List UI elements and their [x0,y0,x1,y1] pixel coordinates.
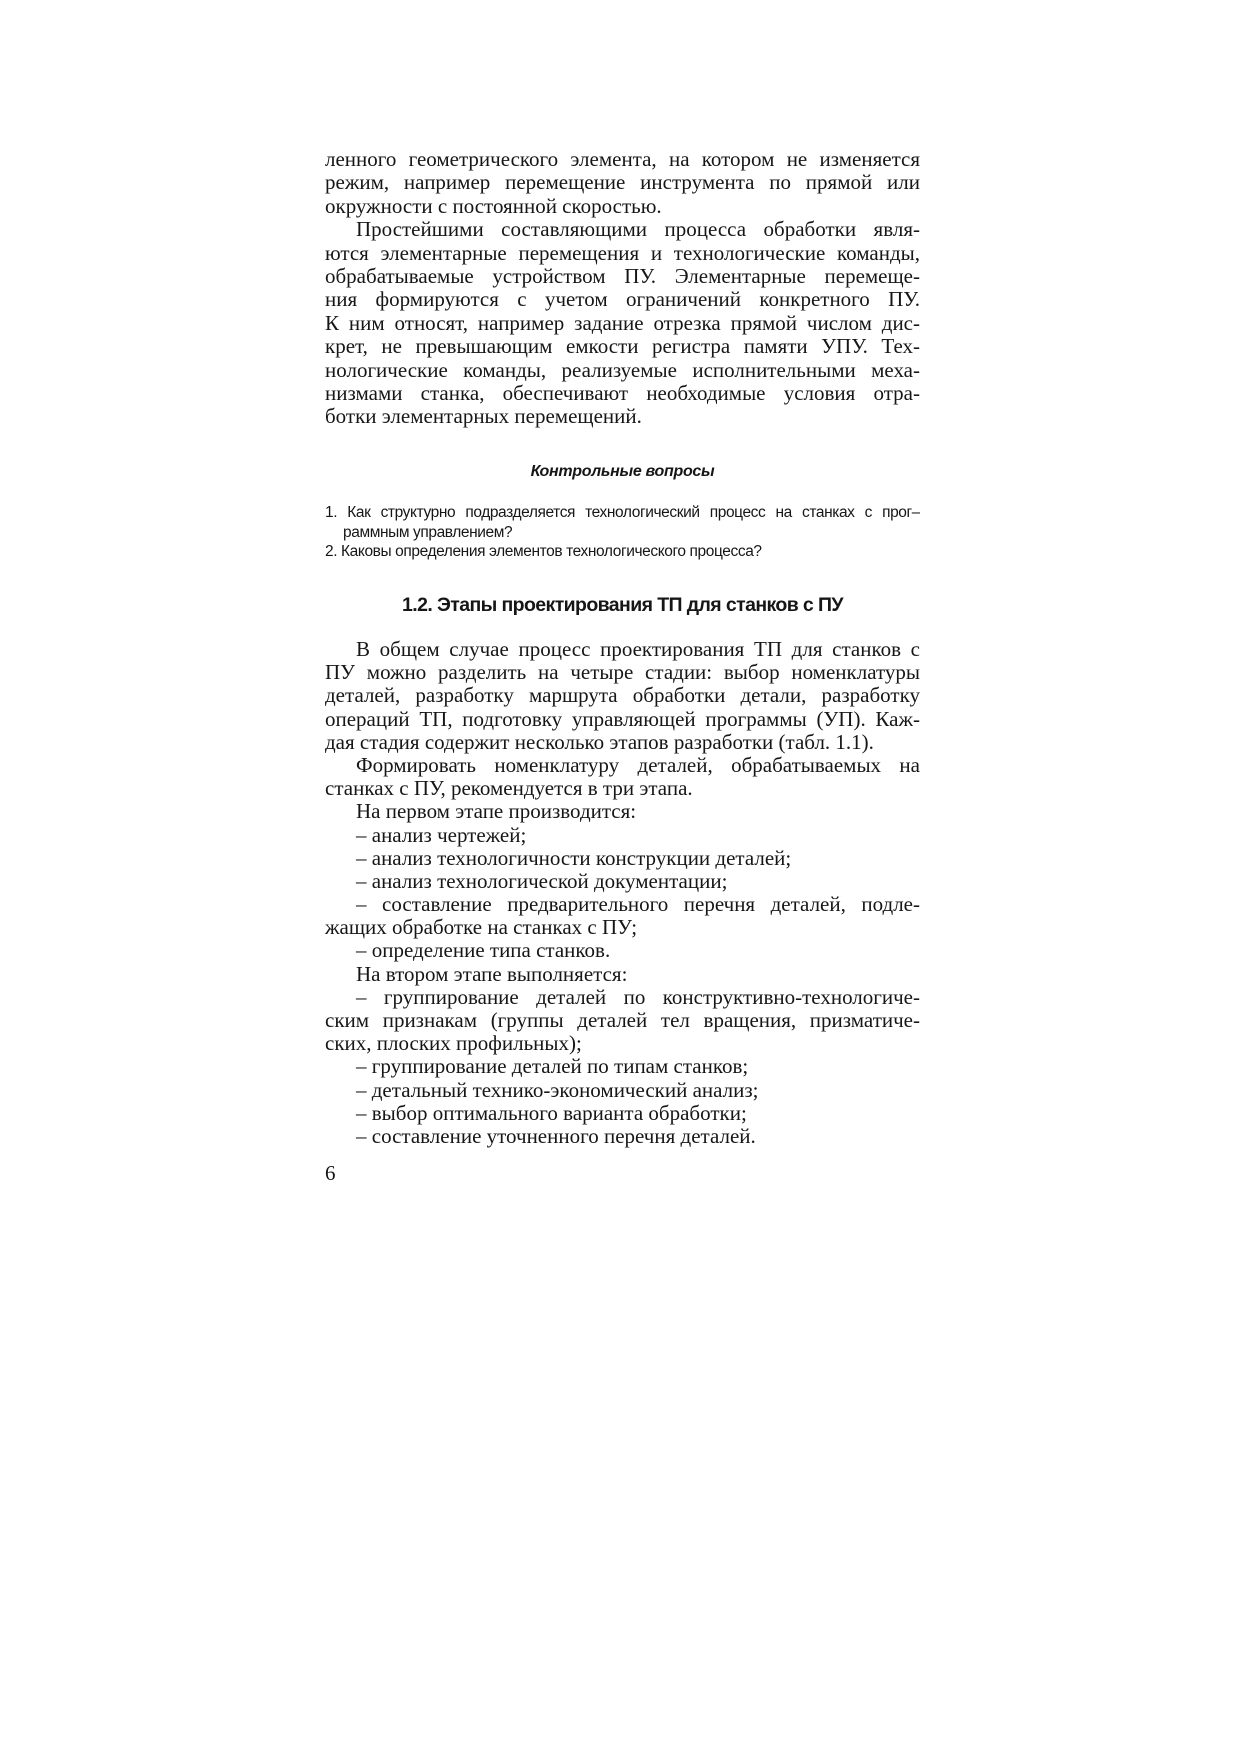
text-line: низмами станка, обеспечивают необходимые условия отра- [325,381,920,405]
text-line: режим, например перемещение инструмента по прямой или [325,171,920,195]
page-number: 6 [325,1161,336,1185]
text-line: ботки элементарных перемещений. [325,404,642,429]
text-line: К ним относят, например задание отрезка прямой числом дис- [325,311,920,335]
text-line: ских, плоских профильных); [325,1031,582,1056]
text-line: – составление предварительного перечня деталей, подле- [356,893,920,917]
text-line: окружности с постоянной скоростью. [325,193,662,218]
text-line: дая стадия содержит несколько этапов разработки (табл. 1.1). [325,729,874,754]
question-line: раммным управлением? [343,523,513,541]
text-line: ния формируются с учетом ограничений конкретного ПУ. [325,288,920,312]
question-line: 2. Каковы определения элементов технологического процесса? [325,543,762,560]
questions-heading: Контрольные вопросы [530,463,715,480]
text-line: операций ТП, подготовку управляющей программы (УП). Каж- [325,707,920,731]
text-line: В общем случае процесс проектирования ТП для станков с [356,638,920,661]
text-line: – выбор оптимального варианта обработки; [356,1100,747,1125]
text-line: – составление уточненного перечня деталей. [356,1123,756,1148]
body-text-section-1 [325,148,920,429]
text-line: – группирование деталей по типам станков; [356,1054,749,1079]
text-line: Формировать номенклатуру деталей, обрабатываемых на [356,753,920,777]
section-heading: 1.2. Этапы проектирования ТП для станков с ПУ [402,594,843,616]
text-line: На втором этапе выполняется: [356,961,628,986]
text-line: крет, не превышающим емкости регистра памяти УПУ. Тех- [325,335,920,359]
text-line: ским признакам (группы деталей тел вращения, призматиче- [325,1009,920,1032]
text-line: обрабатываемые устройством ПУ. Элементарные перемеще- [325,264,920,288]
text-line: – детальный технико-экономический анализ; [356,1077,759,1102]
text-line: – группирование деталей по конструктивно-технологиче- [356,985,920,1009]
text-line: станках с ПУ, рекомендуется в три этапа. [325,776,693,801]
text-line: нологические команды, реализуемые исполнительными меха- [325,358,920,382]
text-line: На первом этапе производится: [356,799,637,824]
review-questions-list [325,503,920,562]
text-line: ются элементарные перемещения и технологические команды, [325,241,920,265]
text-line: – определение типа станков. [356,938,611,963]
text-line: – анализ технологичности конструкции деталей; [356,845,792,870]
body-text-section-2 [325,638,920,1148]
text-line: – анализ технологической документации; [356,868,728,893]
text-line: ПУ можно разделить на четыре стадии: выбор номенклатуры [325,661,920,685]
question-line: 1. Как структурно подразделяется технологический процесс на станках с прог– [325,504,920,521]
text-line: ленного геометрического элемента, на котором не изменяется [325,148,920,171]
text-line: Простейшими составляющими процесса обработки явля- [356,218,920,242]
text-line: деталей, разработку маршрута обработки детали, разработку [325,684,920,708]
text-line: жащих обработке на станках с ПУ; [325,915,638,940]
text-line: – анализ чертежей; [356,822,527,847]
